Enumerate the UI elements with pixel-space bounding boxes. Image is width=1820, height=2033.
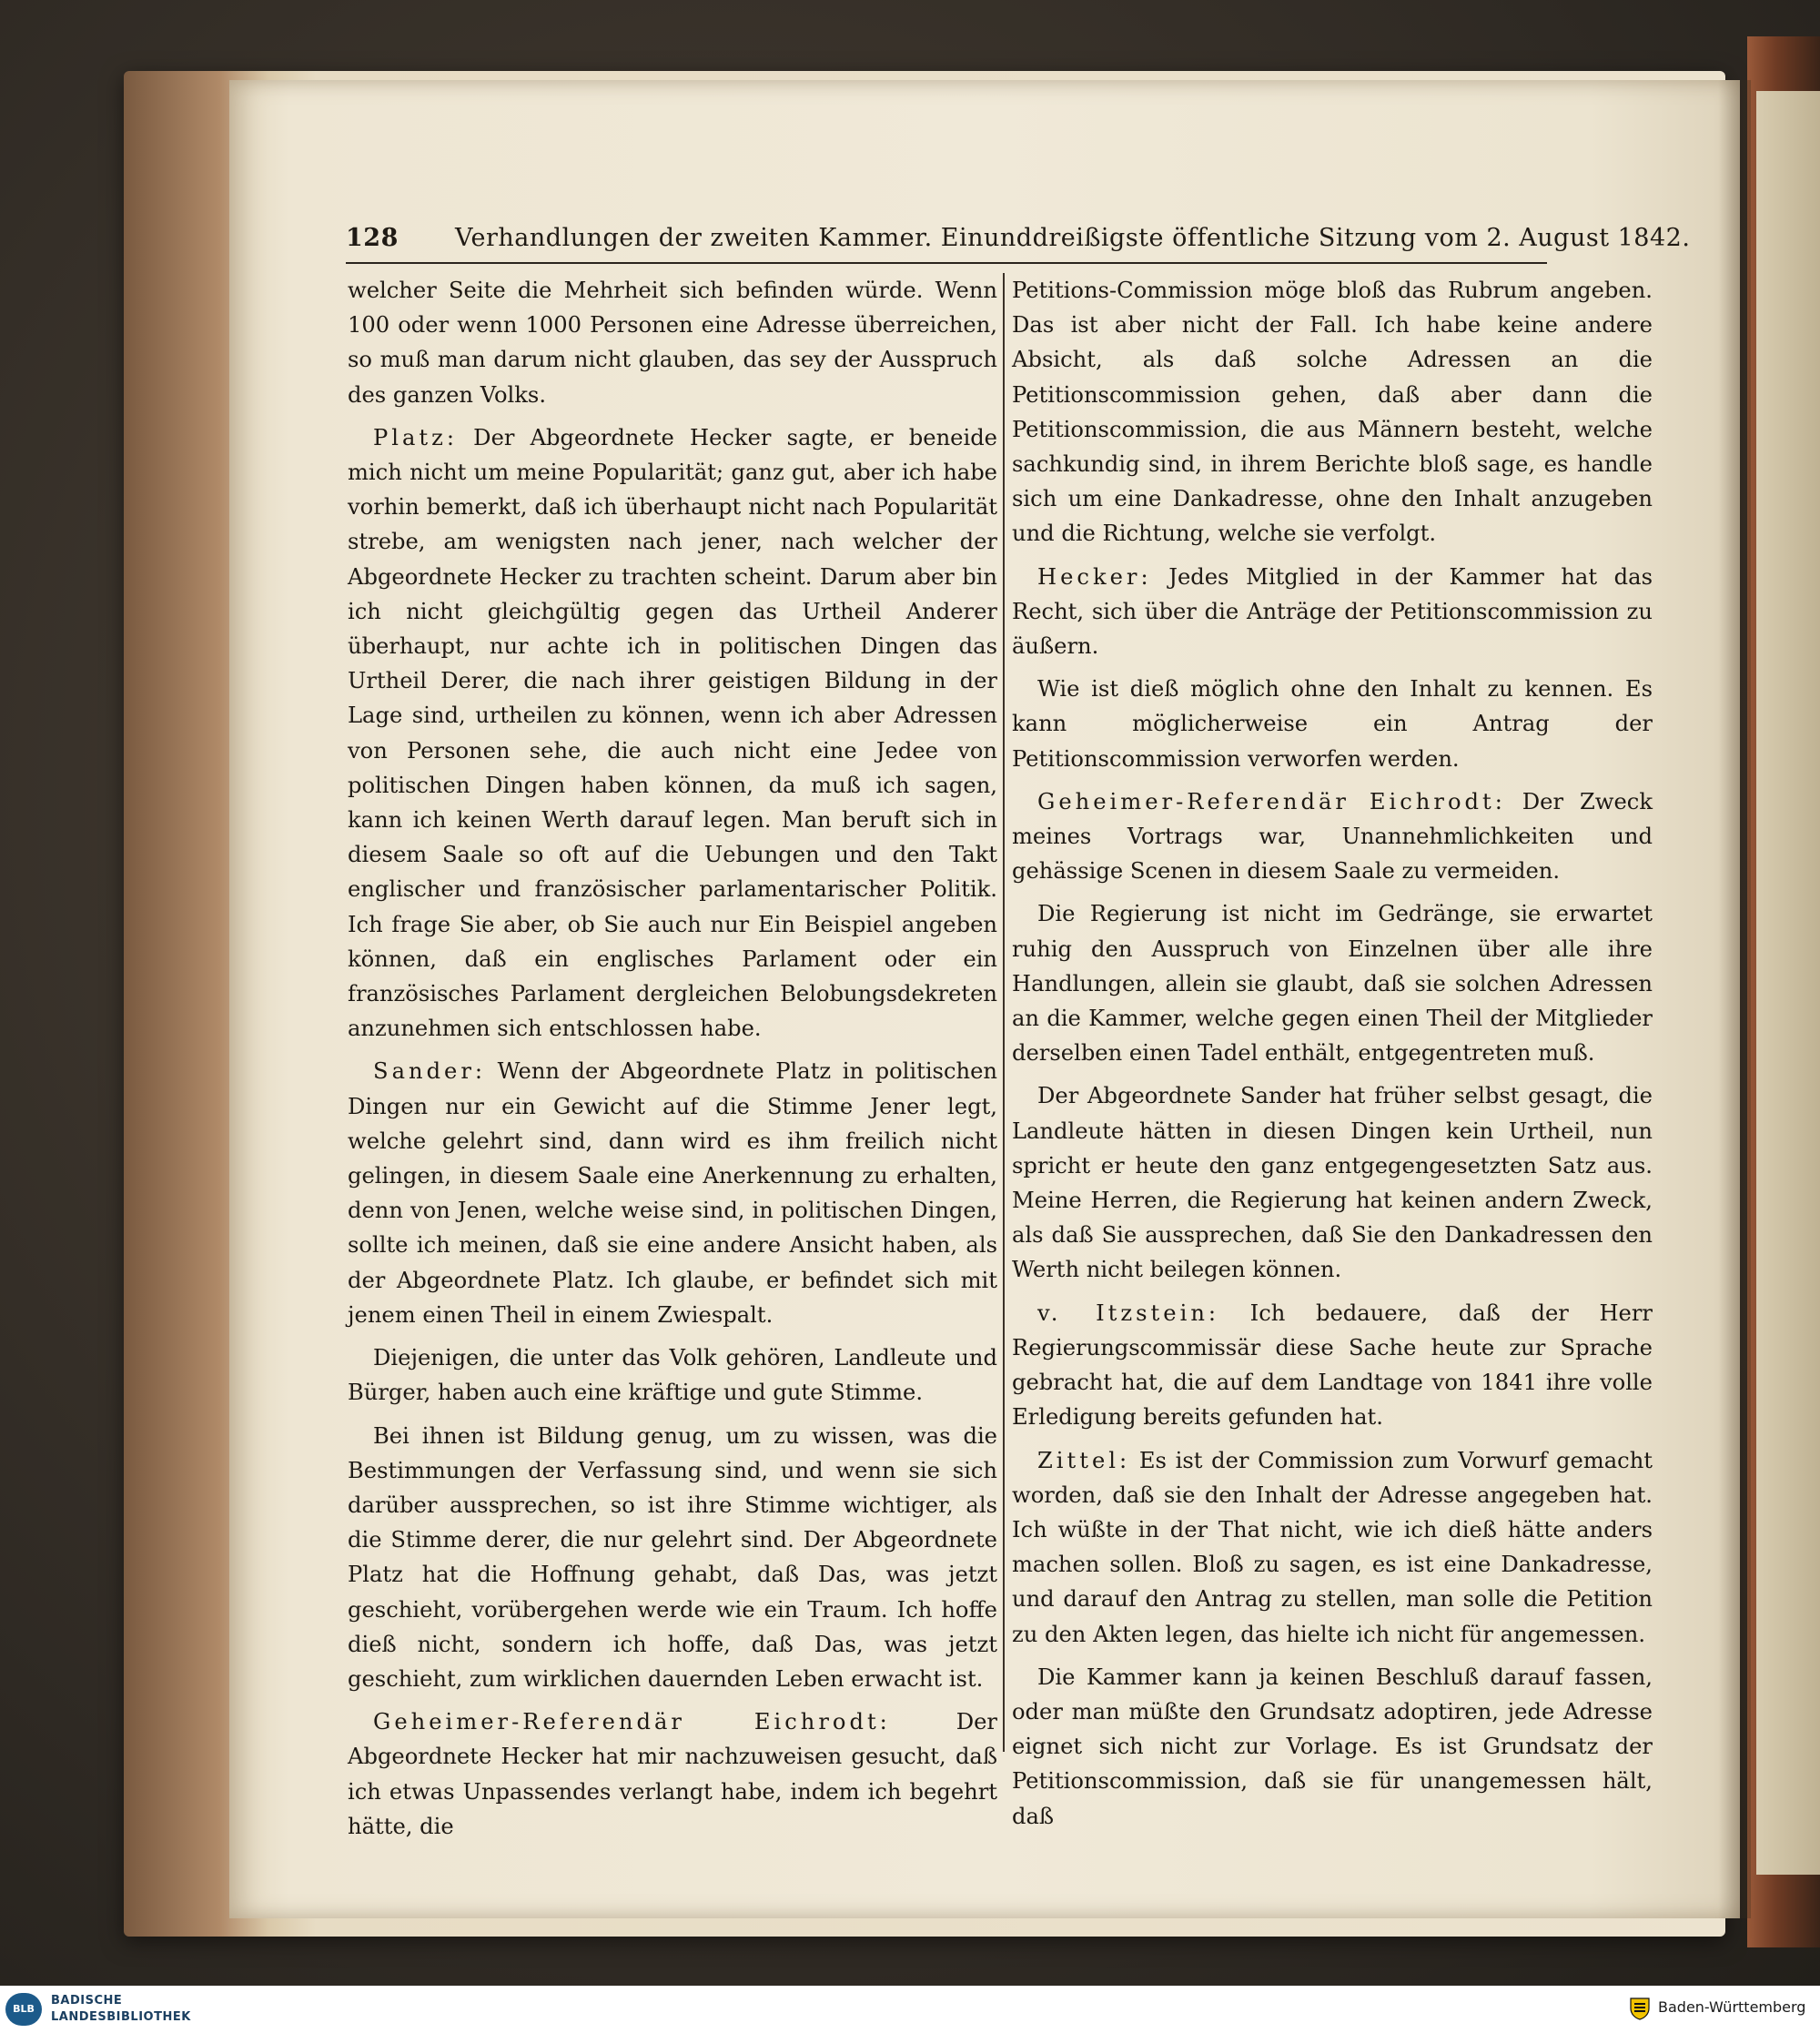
paragraph-text: Die Kammer kann ja keinen Beschluß darauf fassen, oder man müßte den Grundsatz adoptiren, jede Adresse eignet sich nicht zur Vorlage. Es ist Grundsatz der Petitionscommission, daß sie für unangemessen hält, daß <box>1012 1664 1653 1829</box>
paragraph <box>1012 1660 1653 1834</box>
paragraph <box>1012 1443 1653 1652</box>
library-name-line2: LANDESBIBLIOTHEK <box>51 2010 191 2024</box>
blb-logo-icon: BLB <box>5 1993 42 2026</box>
speaker-name: Zittel: <box>1037 1447 1131 1473</box>
header-rule <box>346 262 1547 264</box>
paragraph-text: Petitions-Commission möge bloß das Rubrum angeben. Das ist aber nicht der Fall. Ich habe keine andere Absicht, als daß solche Adressen an die Petitionscommission gehen, daß aber dann die Petitionscommission, die aus Männern besteht, welche sachkundig sind, in ihrem Berichte bloß sage, es handle sich um eine Dankadresse, ohne den Inhalt anzugeben und die Richtung, welche sie verfolgt. <box>1012 278 1653 547</box>
state-crest-icon <box>1629 1997 1651 2020</box>
page-gutter-shadow <box>1718 80 1751 1918</box>
speaker-name: Geheimer-Referendär Eichrodt: <box>1037 788 1506 814</box>
library-name-line1: BADISCHE <box>51 1994 123 2008</box>
running-head: Verhandlungen der zweiten Kammer. Einunddreißigste öffentliche Sitzung vom 2. August 1842. <box>455 224 1691 252</box>
column-divider <box>1003 273 1005 1752</box>
paragraph <box>348 1419 997 1697</box>
speaker-name: Hecker: <box>1037 563 1152 590</box>
speaker-name: Platz: <box>373 424 459 450</box>
paragraph <box>1012 273 1653 551</box>
paragraph <box>1012 896 1653 1070</box>
paragraph-text: Ich bedauere, daß der Herr Regierungscommissär diese Sache heute zur Sprache gebracht hat, die auf dem Landtage von 1841 ihre volle Erledigung bereits gefunden hat. <box>1012 1300 1653 1431</box>
paragraph <box>1012 784 1653 889</box>
state-name: Baden-Württemberg <box>1658 1998 1806 2016</box>
paragraph-text: Wie ist dieß möglich ohne den Inhalt zu kennen. Es kann möglicherweise ein Antrag der Petitionscommission verworfen werden. <box>1012 676 1653 772</box>
paragraph-text: Diejenigen, die unter das Volk gehören, Landleute und Bürger, haben auch eine kräftige und gute Stimme. <box>348 1345 997 1406</box>
paragraph <box>348 1340 997 1410</box>
speaker-name: Geheimer-Referendär Eichrodt: <box>373 1709 891 1735</box>
right-column <box>1012 273 1653 1842</box>
paragraph <box>348 420 997 1047</box>
footer-bar <box>0 1986 1820 2033</box>
paragraph-text: Der Abgeordnete Hecker hat mir nachzuweisen gesucht, daß ich etwas Unpassendes verlangt habe, indem ich begehrt hätte, die <box>348 1709 997 1839</box>
paragraph-text: welcher Seite die Mehrheit sich befinden würde. Wenn 100 oder wenn 1000 Personen eine Adresse überreichen, so muß man darum nicht glauben, das sey der Ausspruch des ganzen Volks. <box>348 278 997 408</box>
paragraph-text: Die Regierung ist nicht im Gedränge, sie erwartet ruhig den Ausspruch von Einzelnen über alle ihre Handlungen, allein sie glaubt, daß sie solchen Adressen an die Kammer, welche gegen einen Theil der Mitglieder derselben einen Tadel enthält, entgegentreten muß. <box>1012 901 1653 1067</box>
left-column <box>348 273 997 1852</box>
paragraph-text: Der Abgeordnete Sander hat früher selbst gesagt, die Landleute hätten in diesen Dingen kein Urtheil, nun spricht er heute den ganz entgegengesetzten Satz aus. Meine Herren, die Regierung hat keinen andern Zweck, als daß Sie aussprechen, daß Sie den Dankadressen den Werth nicht beilegen können. <box>1012 1083 1653 1283</box>
speaker-name: v. Itzstein: <box>1037 1300 1220 1326</box>
paragraph <box>1012 560 1653 664</box>
paragraph-text: Bei ihnen ist Bildung genug, um zu wissen, was die Bestimmungen der Verfassung sind, und wenn sie sich darüber aussprechen, so ist ihre Stimme wichtiger, als die Stimme derer, die nur gelehrt sind. Der Abgeordnete Platz hat die Hoffnung gehabt, daß Das, was jetzt geschieht, vorübergehen werde wie ein Traum. Ich hoffe dieß nicht, sondern ich hoffe, daß Das, was jetzt geschieht, zum wirklichen dauernden Leben erwacht ist. <box>348 1422 997 1692</box>
speaker-name: Sander: <box>373 1058 487 1085</box>
paragraph <box>348 1054 997 1332</box>
facing-page-edge <box>1756 91 1820 1875</box>
paragraph-text: Der Abgeordnete Hecker sagte, er beneide mich nicht um meine Popularität; ganz gut, aber ich habe vorhin bemerkt, daß ich überhaupt nicht nach Popularität strebe, am wenigsten nach jener, nach welcher der Abgeordnete Hecker zu trachten scheint. Darum aber bin ich nicht gleichgültig gegen das Urtheil Anderer überhaupt, nur achte ich in politischen Dingen das Urtheil Derer, die nach ihrer geistigen Bildung in der Lage sind, urtheilen zu können, wenn ich aber Adressen von Personen sehe, die auch nicht eine Jedee von politischen Dingen haben können, da muß ich sagen, kann ich keinen Werth darauf legen. Man beruft sich in diesem Saale so oft auf die Uebungen und den Takt englischer und französischer parlamentarischer Politik. Ich frage Sie aber, ob Sie auch nur Ein Beispiel angeben können, daß ein englisches Parlament oder ein französisches Parlament dergleichen Belobungsdekreten anzunehmen sich entschlossen habe. <box>348 424 997 1042</box>
library-name <box>51 1993 191 2026</box>
paragraph-text: Es ist der Commission zum Vorwurf gemacht worden, daß sie den Inhalt der Adresse angegeben hat. Ich wüßte in der That nicht, wie ich dieß hätte anders machen sollen. Bloß zu sagen, es ist eine Dankadresse, und darauf den Antrag zu stellen, man solle die Petition zu den Akten legen, das hielte ich nicht für angemessen. <box>1012 1447 1653 1647</box>
paragraph-text: Jedes Mitglied in der Kammer hat das Recht, sich über die Anträge der Petitionscommission zu äußern. <box>1012 563 1653 660</box>
paragraph <box>348 1704 997 1844</box>
paragraph <box>1012 672 1653 776</box>
paragraph <box>348 273 997 412</box>
page-header <box>346 217 1691 260</box>
paragraph <box>1012 1296 1653 1435</box>
paragraph <box>1012 1078 1653 1287</box>
page-number: 128 <box>346 224 399 252</box>
paragraph-text: Wenn der Abgeordnete Platz in politischen Dingen nur ein Gewicht auf die Stimme Jener legt, welche gelehrt sind, dann wird es ihm freilich nicht gelingen, in diesem Saale eine Anerkennung zu erhalten, denn von Jenen, welche weise sind, in politischen Dingen, sollte ich meinen, daß sie eine andere Ansicht haben, als der Abgeordnete Platz. Ich glaube, er befindet sich mit jenem einen Theil in einem Zwiespalt. <box>348 1058 997 1328</box>
paragraph-text: Der Zweck meines Vortrags war, Unannehmlichkeiten und gehässige Scenen in diesem Saale zu vermeiden. <box>1012 788 1653 885</box>
